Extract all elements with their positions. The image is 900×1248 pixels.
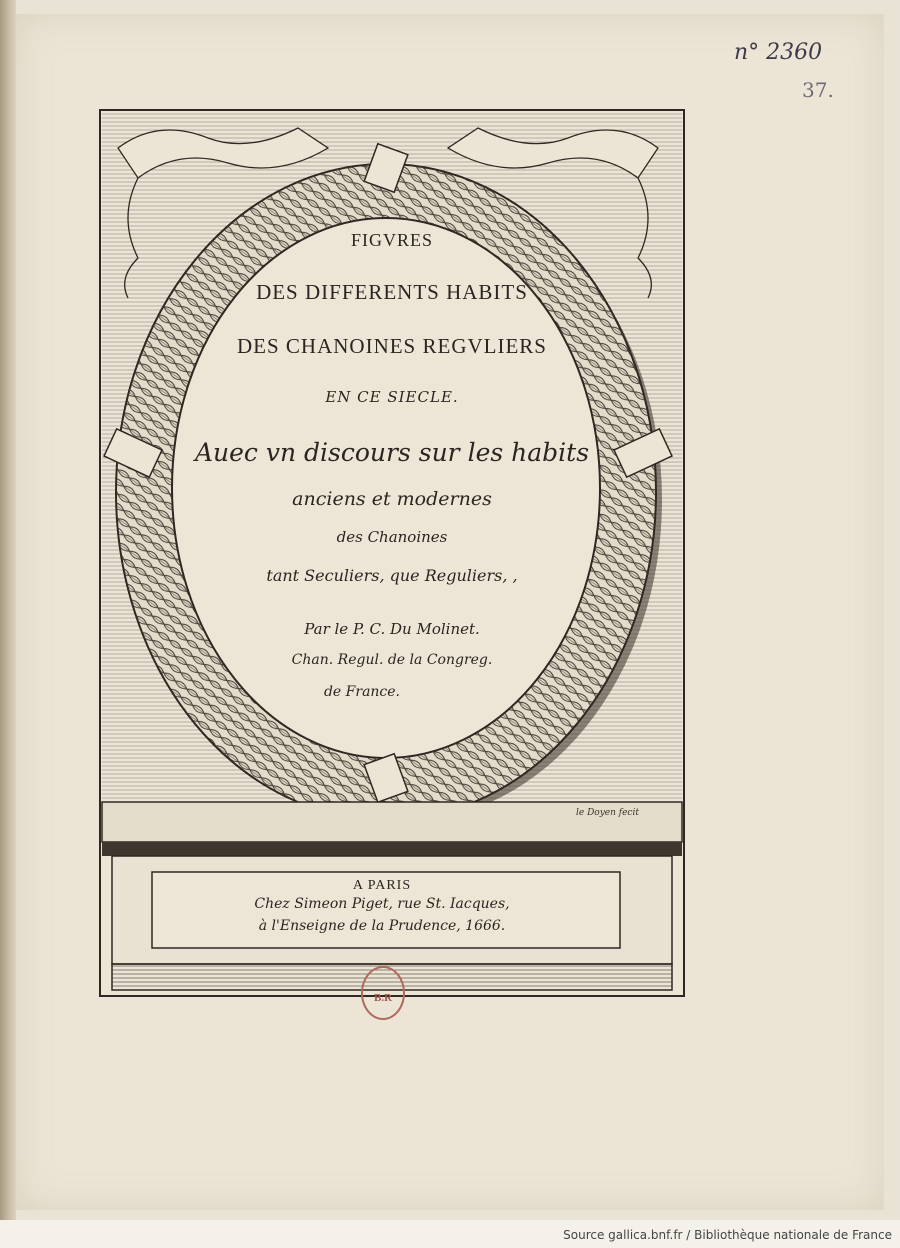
title-line-8: tant Seculiers, que Reguliers, , xyxy=(266,566,518,585)
title-line-1: FIGVRES xyxy=(350,230,433,250)
imprint-line-2: Chez Simeon Piget, rue St. Iacques, xyxy=(254,896,510,912)
author-line-3: de France. xyxy=(323,684,401,700)
title-line-2: DES DIFFERENTS HABITS xyxy=(256,280,528,304)
title-line-6: anciens et modernes xyxy=(292,488,492,510)
engraved-plate xyxy=(98,108,686,998)
author-line-2: Chan. Regul. de la Congreg. xyxy=(291,652,493,668)
title-line-7: des Chanoines xyxy=(336,528,448,546)
shelfmark-number: n° 2360 xyxy=(734,40,823,65)
source-credit: Source gallica.bnf.fr / Bibliothèque nationale de France xyxy=(563,1228,892,1242)
library-stamp xyxy=(361,966,405,1020)
imprint-line-1: A PARIS xyxy=(352,878,412,893)
title-line-4: EN CE SIECLE. xyxy=(325,388,459,406)
title-line-3: DES CHANOINES REGVLIERS xyxy=(236,334,547,358)
title-line-5: Auec vn discours sur les habits xyxy=(194,438,590,467)
shelfmark-sub: 37. xyxy=(802,78,834,102)
book-spine xyxy=(0,0,16,1220)
engraver-signature: le Doyen fecit xyxy=(576,808,639,818)
author-line-1: Par le P. C. Du Molinet. xyxy=(304,620,480,638)
imprint-line-3: à l'Enseigne de la Prudence, 1666. xyxy=(258,918,506,934)
stamp-text: B.R xyxy=(373,992,393,1004)
